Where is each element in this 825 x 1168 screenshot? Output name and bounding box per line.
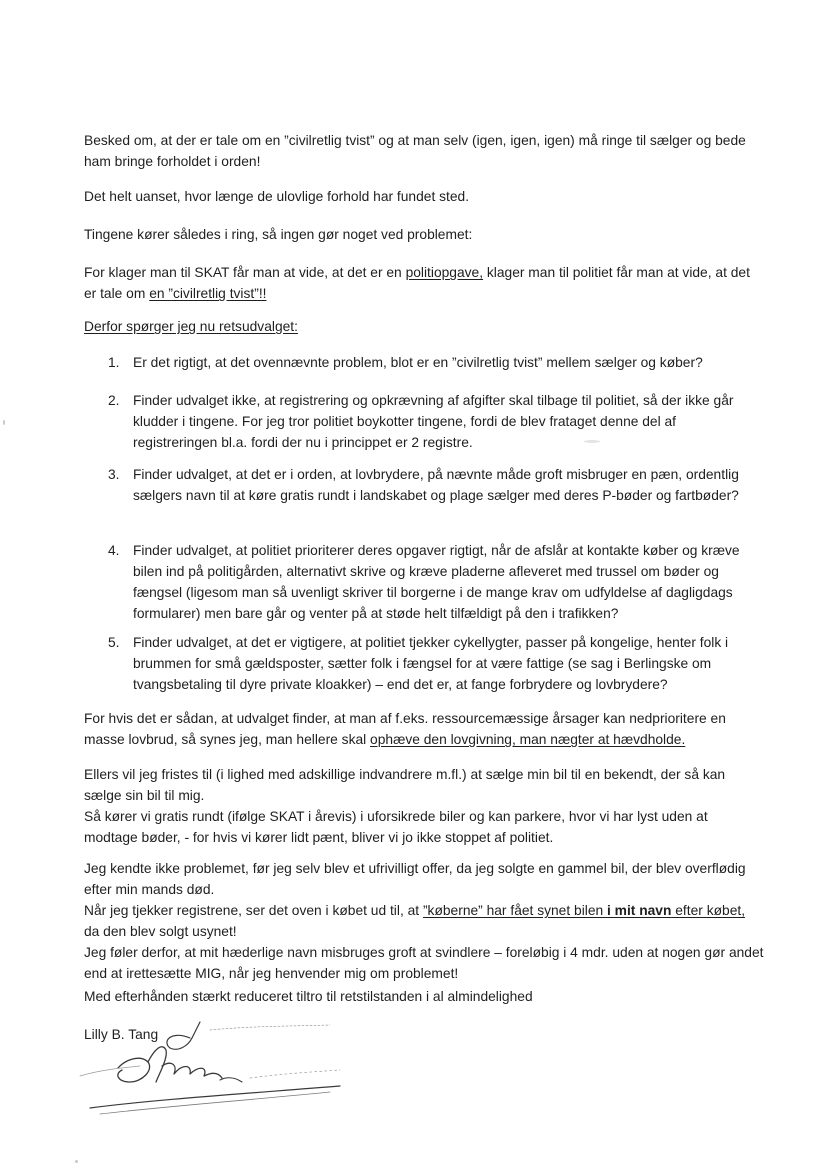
paragraph-uanset-text: Det helt uanset, hvor længe de ulovlige forhold har fundet sted. xyxy=(84,189,470,204)
question-number: 5. xyxy=(108,635,120,650)
paragraph-tingene xyxy=(84,224,764,245)
paragraph-for-hvis xyxy=(84,708,764,750)
handwritten-signature xyxy=(70,1020,360,1130)
question-text: Er det rigtigt, at det ovennævnte problem, blot er en ”civilretlig tvist” mellem sælger og køber? xyxy=(133,355,703,370)
koeberne-underlined: ”køberne” har fået synet bilen xyxy=(422,903,608,918)
tjekker-text: Når jeg tjekker registrene, ser det oven i købet ud til, at xyxy=(84,903,423,918)
efter-koebet-underlined: efter købet, xyxy=(671,903,746,918)
question-number: 2. xyxy=(108,393,120,408)
signature-name-text: Lilly B. Tang xyxy=(84,1027,159,1042)
paragraph-tingene-text: Tingene kører således i ring, så ingen gør noget ved problemet: xyxy=(84,227,473,242)
paragraph-derfor xyxy=(84,316,764,337)
klager-text-a: For klager man til SKAT får man at vide, at det er en xyxy=(84,265,406,280)
scan-speck xyxy=(584,440,600,443)
for-hvis-text: For hvis det er sådan, at udvalget finder, at man af f.eks. ressourcemæssige årsager kan nedprioritere en masse lovbrud, så synes jeg, man hellere skal xyxy=(84,711,726,747)
paragraph-klager xyxy=(84,262,764,304)
paragraph-jeg-kendte xyxy=(84,858,764,984)
scan-speck xyxy=(3,420,5,425)
paragraph-ellers xyxy=(84,764,764,848)
question-number: 1. xyxy=(108,355,120,370)
derfor-heading: Derfor spørger jeg nu retsudvalget: xyxy=(84,319,298,334)
foeler-text: Jeg føler derfor, at mit hæderlige navn misbruges groft at svindlere – foreløbig i 4 mdr. uden at nogen gør andet end at irettesætte MIG, når jeg henvender mig om problemet! xyxy=(84,945,764,981)
closing-text: Med efterhånden stærkt reduceret tiltro til retstilstanden i al almindelighed xyxy=(84,989,533,1004)
question-number: 4. xyxy=(108,543,120,558)
question-text: Finder udvalget, at det er vigtigere, at politiet tjekker cykellygter, passer på kongelige, henter folk i brummen for små gældsposter, sætter folk i fængsel for at være fattige (se sag i Berlingske om tvangsbetaling til dyre private kloakker) – end det er, at fange forbrydere og lovbrydere? xyxy=(133,635,729,692)
question-text: Finder udvalget ikke, at registrering og opkrævning af afgifter skal tilbage til politiet, så der ikke går kludder i tingene. For jeg tror politiet boykotter tingene, fordi de blev frataget denne del af registreringen bl.a. fordi der nu i princippet er 2 registre. xyxy=(133,393,734,450)
scan-speck xyxy=(75,1160,78,1163)
ellers-text-1: Ellers vil jeg fristes til (i lighed med adskillige indvandrere m.fl.) at sælge min bil til en bekendt, der så kan sælge sin bil til mig. xyxy=(84,767,726,803)
paragraph-closing xyxy=(84,986,764,1007)
i-mit-navn-bold: i mit navn xyxy=(607,903,672,918)
paragraph-besked-text: Besked om, at der er tale om en ”civilretlig tvist” og at man selv (igen, igen, igen) må ringe til sælger og bede ham bringe forholdet i orden! xyxy=(84,133,746,169)
usynet-text: da den blev solgt usynet! xyxy=(84,924,237,939)
question-text: Finder udvalget, at det er i orden, at lovbrydere, på nævnte måde groft misbruger en pæn, ordentlig sælgers navn til at køre gratis rundt i landskabet og plage sælger med deres P-bøder og fartbøder? xyxy=(133,467,739,503)
klager-text-c: klager man til politiet får man at vide, at det er tale om xyxy=(84,265,750,301)
civilretlig-tvist-underlined: en ”civilretlig tvist”!! xyxy=(149,286,267,301)
question-text: Finder udvalget, at politiet prioriterer deres opgaver rigtigt, når de afslår at kontakte køber og kræve bilen ind på politigården, alternativt skrive og kræve pladerne afleveret med trussel om bøder og fængsel (ligesom man så uvenligt skriver til borgerne i de mange krav om udfyldelse af dagligdags formularer) men bare går og venter på at støde helt tilfældigt på den i trafikken? xyxy=(133,543,740,621)
question-number: 3. xyxy=(108,467,120,482)
jeg-kendte-text: Jeg kendte ikke problemet, før jeg selv blev et ufrivilligt offer, da jeg solgte en gammel bil, der blev overflødig efter min mands død. xyxy=(84,861,746,897)
paragraph-besked xyxy=(84,130,764,172)
ophaeve-underlined: ophæve den lovgivning, man nægter at hævdholde. xyxy=(370,732,686,747)
politiopgave-underlined: politiopgave, xyxy=(405,265,484,280)
ellers-text-2: Så kører vi gratis rundt (ifølge SKAT i årevis) i uforsikrede biler og kan parkere, hvor vi har lyst uden at modtage bøder, - for hvis vi kører lidt pænt, bliver vi jo ikke stoppet af politiet. xyxy=(84,809,708,845)
paragraph-uanset xyxy=(84,186,764,207)
